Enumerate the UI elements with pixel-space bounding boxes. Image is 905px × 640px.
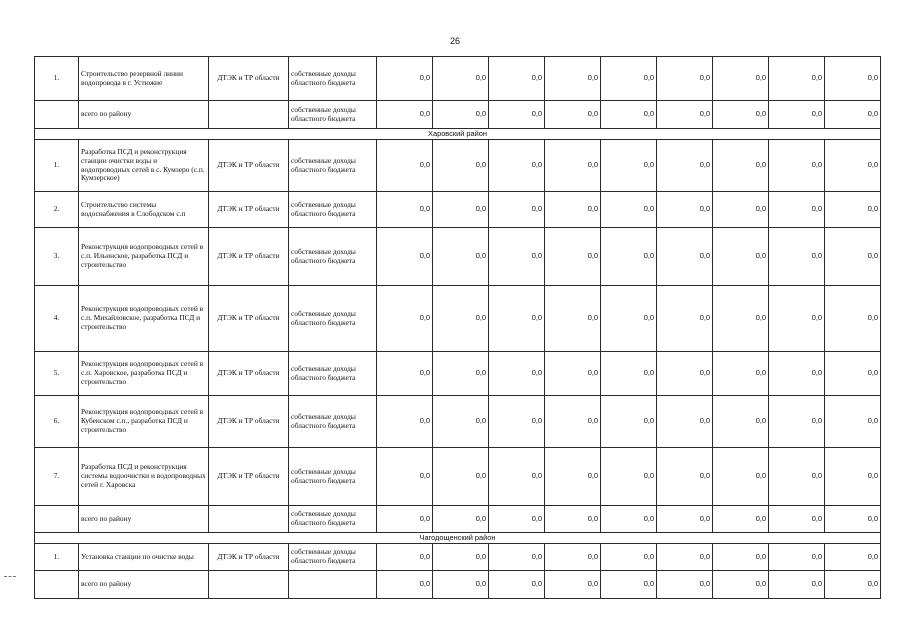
- amount-cell: 0,0: [825, 228, 881, 286]
- table-row: [35, 448, 881, 506]
- funding-source: собственные доходы областного бюджета: [289, 286, 377, 352]
- amount-cell: 0,0: [657, 101, 713, 129]
- executor: ДТЭК и ТР области: [209, 228, 289, 286]
- amount-cell: 0,0: [545, 286, 601, 352]
- amount-cell: 0,0: [433, 57, 489, 101]
- row-number: 2.: [35, 192, 79, 228]
- amount-cell: 0,0: [825, 352, 881, 396]
- amount-cell: 0,0: [825, 571, 881, 599]
- amount-cell: 0,0: [601, 506, 657, 533]
- amount-cell: 0,0: [769, 228, 825, 286]
- amount-cell: 0,0: [489, 192, 545, 228]
- table-row: [35, 544, 881, 571]
- amount-cell: 0,0: [377, 506, 433, 533]
- amount-cell: 0,0: [825, 140, 881, 192]
- amount-cell: 0,0: [601, 101, 657, 129]
- amount-cell: 0,0: [713, 544, 769, 571]
- row-number: 1.: [35, 544, 79, 571]
- amount-cell: 0,0: [713, 140, 769, 192]
- amount-cell: 0,0: [545, 140, 601, 192]
- amount-cell: 0,0: [377, 352, 433, 396]
- amount-cell: 0,0: [377, 544, 433, 571]
- amount-cell: 0,0: [769, 352, 825, 396]
- project-name: Разработка ПСД и реконструкция системы водоочистки и водопроводных сетей г. Харовска: [79, 448, 209, 506]
- table-row: [35, 228, 881, 286]
- amount-cell: 0,0: [657, 506, 713, 533]
- amount-cell: 0,0: [769, 448, 825, 506]
- row-number: 1.: [35, 57, 79, 101]
- executor: ДТЭК и ТР области: [209, 352, 289, 396]
- amount-cell: 0,0: [713, 352, 769, 396]
- amount-cell: 0,0: [489, 57, 545, 101]
- total-row: [35, 101, 881, 129]
- amount-cell: 0,0: [433, 544, 489, 571]
- amount-cell: 0,0: [489, 286, 545, 352]
- amount-cell: 0,0: [377, 101, 433, 129]
- amount-cell: 0,0: [769, 57, 825, 101]
- project-name: Реконструкция водопроводных сетей в с.п. Михайловское, разработка ПСД и строительство: [79, 286, 209, 352]
- amount-cell: 0,0: [601, 352, 657, 396]
- amount-cell: 0,0: [377, 396, 433, 448]
- amount-cell: 0,0: [377, 228, 433, 286]
- row-number: 5.: [35, 352, 79, 396]
- amount-cell: 0,0: [769, 571, 825, 599]
- funding-source: собственные доходы областного бюджета: [289, 140, 377, 192]
- amount-cell: 0,0: [545, 544, 601, 571]
- amount-cell: 0,0: [545, 448, 601, 506]
- row-number: 1.: [35, 140, 79, 192]
- amount-cell: 0,0: [769, 140, 825, 192]
- executor: [209, 101, 289, 129]
- executor: ДТЭК и ТР области: [209, 192, 289, 228]
- amount-cell: 0,0: [489, 228, 545, 286]
- amount-cell: 0,0: [657, 544, 713, 571]
- project-name: Строительство резервной линии водопровода в г. Устюжне: [79, 57, 209, 101]
- amount-cell: 0,0: [433, 571, 489, 599]
- amount-cell: 0,0: [433, 448, 489, 506]
- project-name: всего по району: [79, 571, 209, 599]
- row-number: 6.: [35, 396, 79, 448]
- table-row: [35, 286, 881, 352]
- funding-source: собственные доходы областного бюджета: [289, 57, 377, 101]
- amount-cell: 0,0: [713, 571, 769, 599]
- amount-cell: 0,0: [713, 192, 769, 228]
- amount-cell: 0,0: [433, 228, 489, 286]
- amount-cell: 0,0: [377, 448, 433, 506]
- amount-cell: 0,0: [769, 101, 825, 129]
- amount-cell: 0,0: [713, 286, 769, 352]
- table-row: [35, 57, 881, 101]
- amount-cell: 0,0: [545, 352, 601, 396]
- amount-cell: 0,0: [601, 571, 657, 599]
- amount-cell: 0,0: [713, 57, 769, 101]
- amount-cell: 0,0: [657, 57, 713, 101]
- amount-cell: 0,0: [657, 228, 713, 286]
- row-number: 7.: [35, 448, 79, 506]
- executor: ДТЭК и ТР области: [209, 448, 289, 506]
- amount-cell: 0,0: [433, 506, 489, 533]
- amount-cell: 0,0: [769, 286, 825, 352]
- page-number: 26: [449, 36, 460, 46]
- amount-cell: 0,0: [545, 192, 601, 228]
- amount-cell: 0,0: [825, 544, 881, 571]
- row-number: 4.: [35, 286, 79, 352]
- amount-cell: 0,0: [657, 571, 713, 599]
- district-header-row: [35, 533, 881, 544]
- amount-cell: 0,0: [545, 396, 601, 448]
- amount-cell: 0,0: [825, 396, 881, 448]
- executor: ДТЭК и ТР области: [209, 57, 289, 101]
- amount-cell: 0,0: [769, 192, 825, 228]
- funding-source: собственные доходы областного бюджета: [289, 352, 377, 396]
- amount-cell: 0,0: [433, 396, 489, 448]
- executor: ДТЭК и ТР области: [209, 396, 289, 448]
- amount-cell: 0,0: [825, 286, 881, 352]
- amount-cell: 0,0: [433, 352, 489, 396]
- amount-cell: 0,0: [601, 396, 657, 448]
- amount-cell: 0,0: [545, 571, 601, 599]
- amount-cell: 0,0: [825, 506, 881, 533]
- amount-cell: 0,0: [433, 286, 489, 352]
- amount-cell: 0,0: [545, 228, 601, 286]
- amount-cell: 0,0: [433, 140, 489, 192]
- amount-cell: 0,0: [489, 352, 545, 396]
- amount-cell: 0,0: [713, 506, 769, 533]
- funding-source: [289, 571, 377, 599]
- amount-cell: 0,0: [769, 544, 825, 571]
- amount-cell: 0,0: [713, 448, 769, 506]
- project-name: Реконструкция водопроводных сетей в с.п. Харовское, разработка ПСД и строительство: [79, 352, 209, 396]
- amount-cell: 0,0: [825, 101, 881, 129]
- executor: ДТЭК и ТР области: [209, 544, 289, 571]
- funding-source: собственные доходы областного бюджета: [289, 228, 377, 286]
- margin-mark: [4, 576, 16, 577]
- amount-cell: 0,0: [657, 192, 713, 228]
- funding-source: собственные доходы областного бюджета: [289, 448, 377, 506]
- amount-cell: 0,0: [657, 140, 713, 192]
- total-row: [35, 571, 881, 599]
- district-name: Чагодощенский район: [35, 533, 881, 544]
- project-name: Реконструкция водопроводных сетей в с.п. Ильинское, разработка ПСД и строительство: [79, 228, 209, 286]
- funding-source: собственные доходы областного бюджета: [289, 506, 377, 533]
- table-body: [35, 57, 881, 599]
- amount-cell: 0,0: [713, 228, 769, 286]
- project-name: Разработка ПСД и реконструкция станции очистки воды и водопроводных сетей в с. Кумзеро (с.п. Кумзерское): [79, 140, 209, 192]
- amount-cell: 0,0: [769, 396, 825, 448]
- amount-cell: 0,0: [377, 571, 433, 599]
- project-name: Строительство системы водоснабжения в Слободском с.п: [79, 192, 209, 228]
- funding-source: собственные доходы областного бюджета: [289, 544, 377, 571]
- project-name: всего по району: [79, 101, 209, 129]
- executor: ДТЭК и ТР области: [209, 286, 289, 352]
- table-row: [35, 352, 881, 396]
- amount-cell: 0,0: [489, 506, 545, 533]
- project-name: Реконструкция водопроводных сетей в Кубенском с.п., разработка ПСД и строительство: [79, 396, 209, 448]
- row-number: [35, 571, 79, 599]
- amount-cell: 0,0: [489, 396, 545, 448]
- amount-cell: 0,0: [489, 140, 545, 192]
- district-name: Харовский район: [35, 129, 881, 140]
- district-header-row: [35, 129, 881, 140]
- budget-table: [34, 56, 881, 599]
- row-number: [35, 101, 79, 129]
- project-name: всего по району: [79, 506, 209, 533]
- amount-cell: 0,0: [489, 544, 545, 571]
- amount-cell: 0,0: [601, 57, 657, 101]
- amount-cell: 0,0: [433, 192, 489, 228]
- amount-cell: 0,0: [489, 101, 545, 129]
- table-row: [35, 192, 881, 228]
- table-row: [35, 396, 881, 448]
- amount-cell: 0,0: [601, 286, 657, 352]
- amount-cell: 0,0: [601, 228, 657, 286]
- amount-cell: 0,0: [657, 396, 713, 448]
- amount-cell: 0,0: [713, 101, 769, 129]
- amount-cell: 0,0: [657, 448, 713, 506]
- amount-cell: 0,0: [601, 544, 657, 571]
- amount-cell: 0,0: [377, 57, 433, 101]
- project-name: Установка станции по очистке воды: [79, 544, 209, 571]
- row-number: 3.: [35, 228, 79, 286]
- funding-source: собственные доходы областного бюджета: [289, 101, 377, 129]
- executor: [209, 571, 289, 599]
- amount-cell: 0,0: [377, 192, 433, 228]
- amount-cell: 0,0: [825, 448, 881, 506]
- executor: [209, 506, 289, 533]
- amount-cell: 0,0: [769, 506, 825, 533]
- amount-cell: 0,0: [601, 192, 657, 228]
- amount-cell: 0,0: [433, 101, 489, 129]
- table-row: [35, 140, 881, 192]
- amount-cell: 0,0: [825, 57, 881, 101]
- funding-source: собственные доходы областного бюджета: [289, 192, 377, 228]
- row-number: [35, 506, 79, 533]
- amount-cell: 0,0: [545, 57, 601, 101]
- amount-cell: 0,0: [601, 140, 657, 192]
- executor: ДТЭК и ТР области: [209, 140, 289, 192]
- amount-cell: 0,0: [489, 571, 545, 599]
- amount-cell: 0,0: [825, 192, 881, 228]
- amount-cell: 0,0: [545, 506, 601, 533]
- amount-cell: 0,0: [377, 286, 433, 352]
- amount-cell: 0,0: [377, 140, 433, 192]
- funding-source: собственные доходы областного бюджета: [289, 396, 377, 448]
- amount-cell: 0,0: [713, 396, 769, 448]
- amount-cell: 0,0: [657, 352, 713, 396]
- amount-cell: 0,0: [657, 286, 713, 352]
- amount-cell: 0,0: [601, 448, 657, 506]
- total-row: [35, 506, 881, 533]
- amount-cell: 0,0: [545, 101, 601, 129]
- amount-cell: 0,0: [489, 448, 545, 506]
